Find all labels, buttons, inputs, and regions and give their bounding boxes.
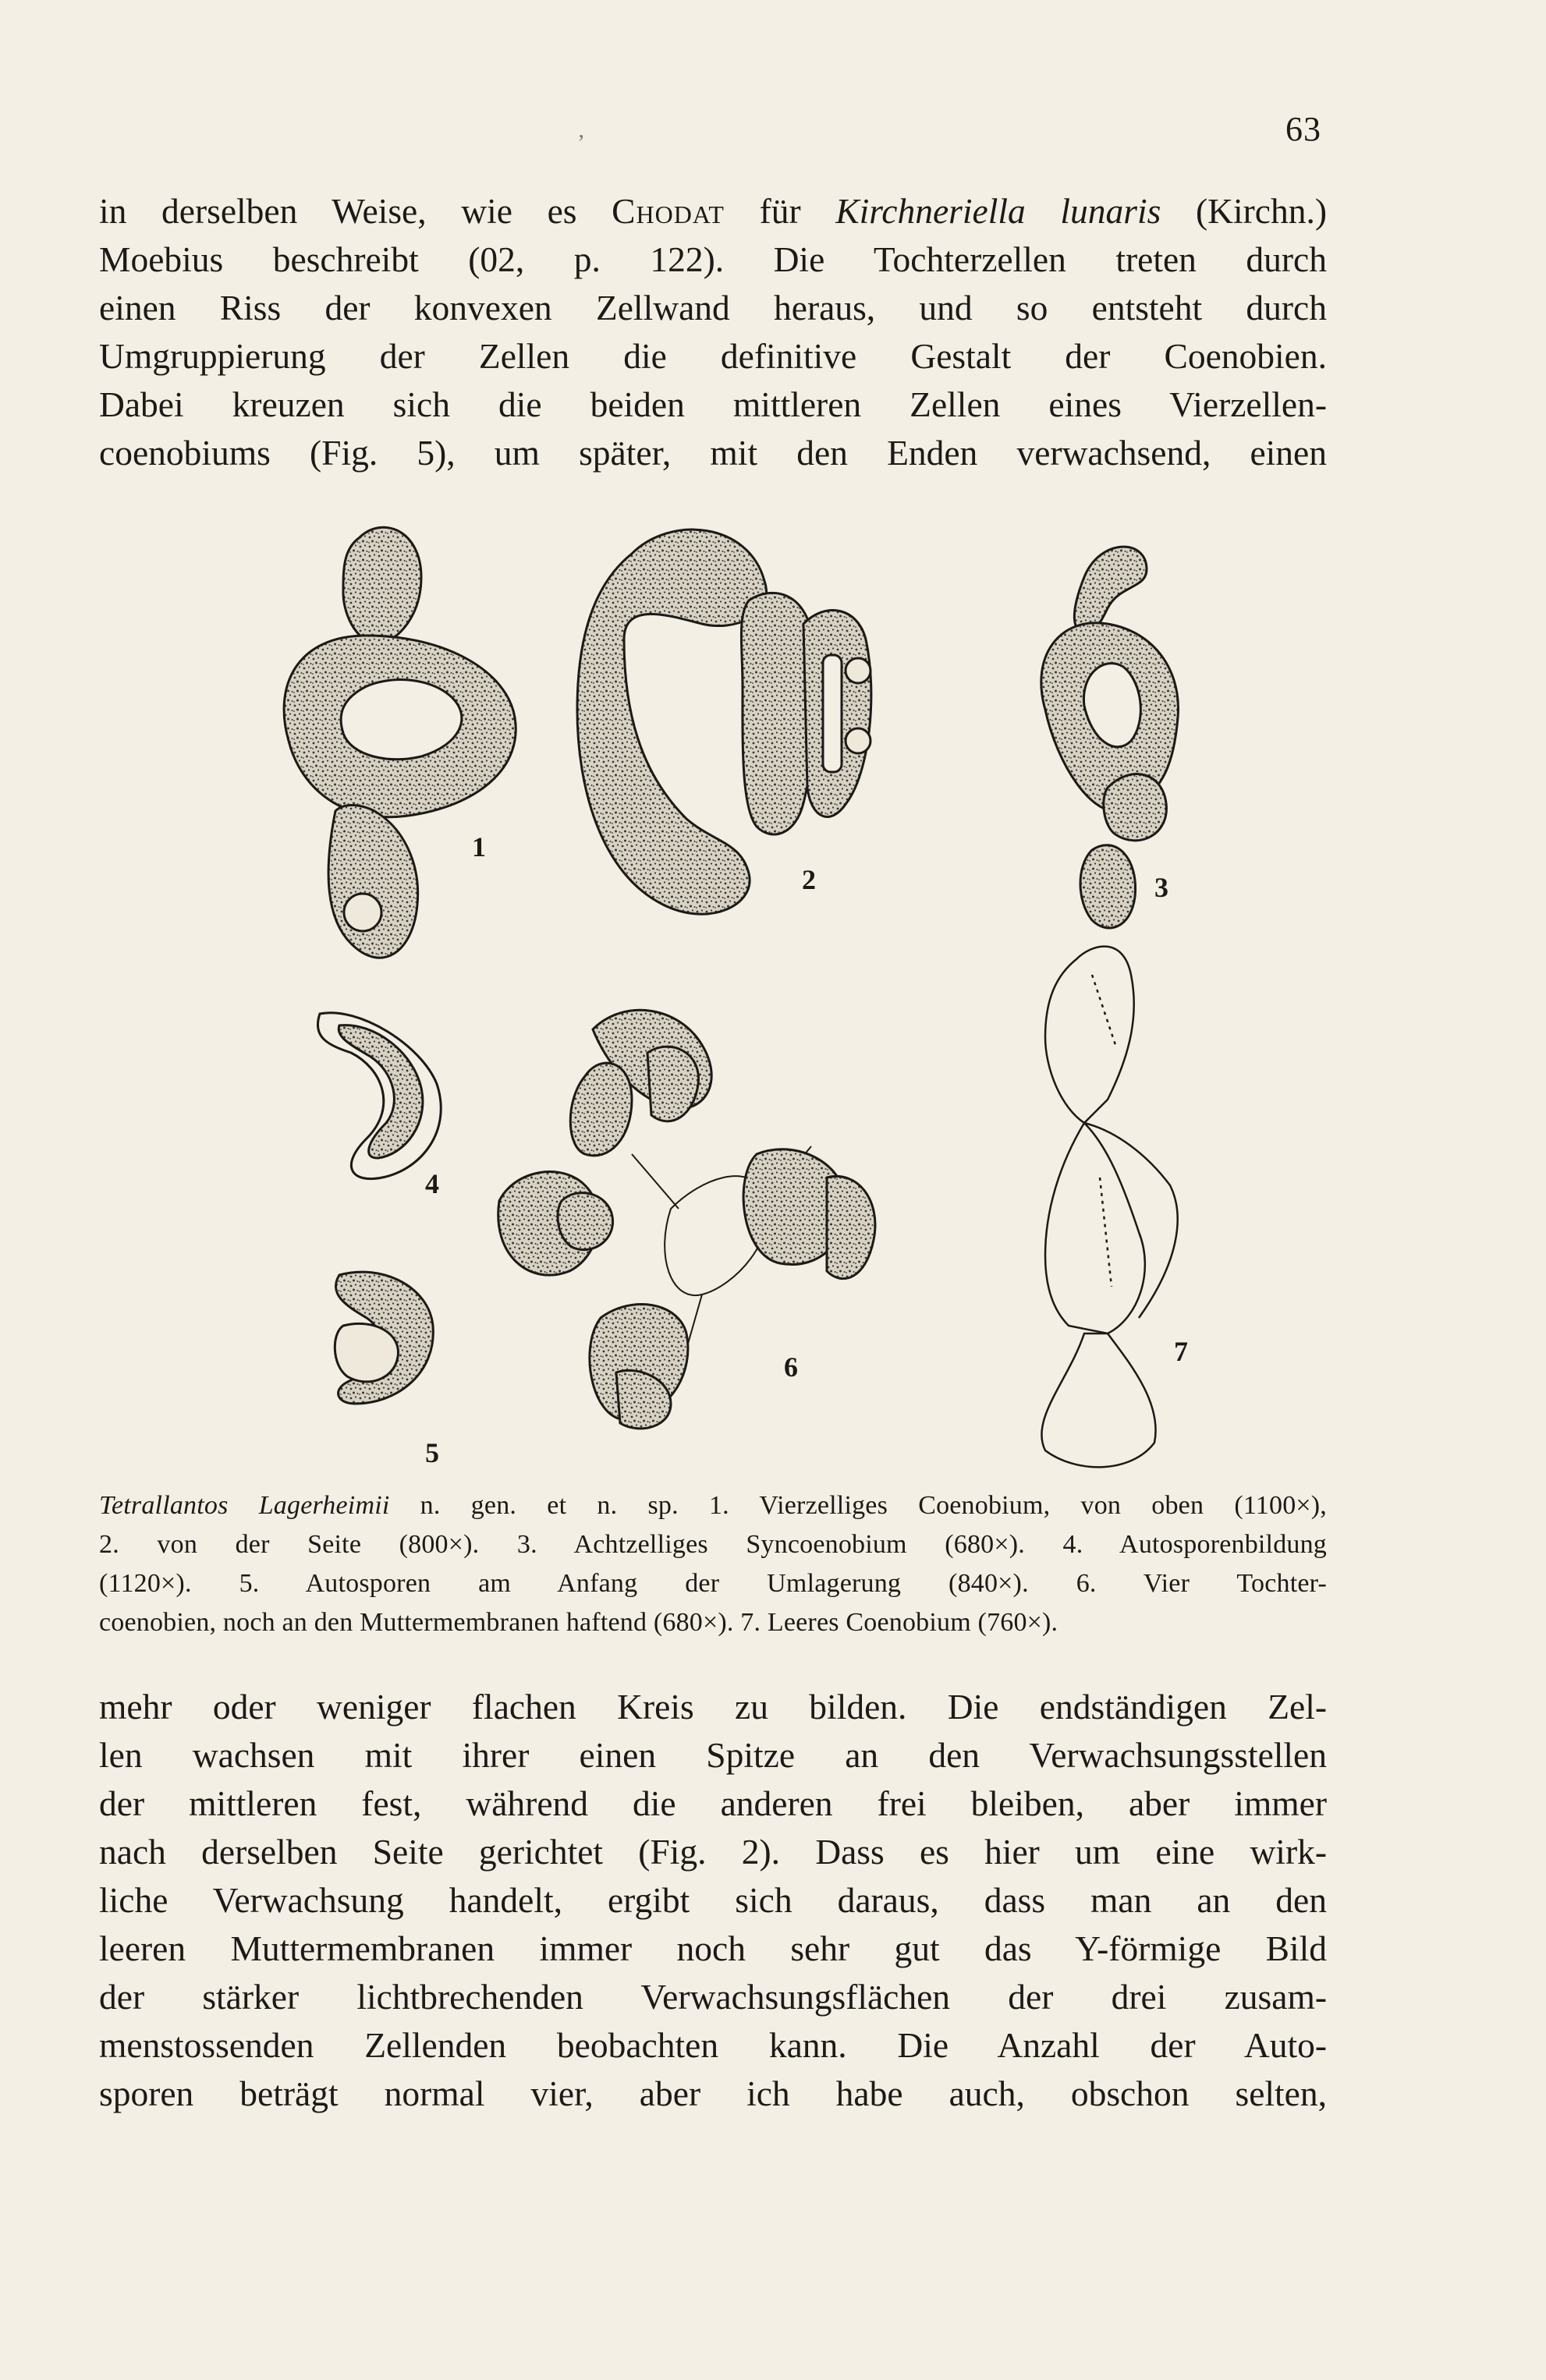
caption-line — [99, 1486, 1327, 1525]
page-number: 63 — [1285, 110, 1321, 148]
text-line: Dabei kreuzen sich die beiden mittleren Zellen eines Vierzellen- — [99, 384, 1327, 424]
text-line — [99, 187, 1327, 236]
figure-caption — [99, 1486, 1327, 1642]
figure-label-2: 2 — [802, 864, 816, 895]
species-name: Kirchneriella lunaris — [835, 191, 1161, 231]
text-line: Umgruppierung der Zellen die definitive Gestalt der Coenobien. — [99, 336, 1327, 376]
figure-2-drawing — [577, 529, 871, 914]
figure-6-drawing — [498, 1010, 875, 1429]
caption-line: 2. von der Seite (800×). 3. Achtzelliges Syncoenobium (680×). 4. Autosporenbildung — [99, 1530, 1327, 1559]
text-line: nach derselben Seite gerichtet (Fig. 2). Dass es hier um eine wirk- — [99, 1832, 1327, 1872]
stray-mark: ‚ — [577, 117, 585, 143]
caption-text: n. gen. et n. sp. 1. Vierzelliges Coenobium, von oben (1100×), — [389, 1491, 1327, 1520]
text-run: in derselben Weise, wie es — [99, 191, 612, 231]
text-line: len wachsen mit ihrer einen Spitze an den Verwachsungsstellen — [99, 1735, 1327, 1775]
figure-label-5: 5 — [425, 1437, 439, 1468]
text-line: der stärker lichtbrechenden Verwachsungsflächen der drei zusam- — [99, 1977, 1327, 2017]
text-line: mehr oder weniger flachen Kreis zu bilden. Die endständigen Zel- — [99, 1687, 1327, 1727]
text-line: einen Riss der konvexen Zellwand heraus, und so entsteht durch — [99, 288, 1327, 328]
text-line: coenobiums (Fig. 5), um später, mit den Enden verwachsend, einen — [99, 433, 1327, 473]
figure-3-drawing — [1041, 547, 1179, 928]
text-line: der mittleren fest, während die anderen frei bleiben, aber immer — [99, 1783, 1327, 1823]
caption-line: (1120×). 5. Autosporen am Anfang der Umlagerung (840×). 6. Vier Tochter- — [99, 1569, 1327, 1598]
text-run: (Kirchn.) — [1161, 191, 1327, 231]
figure-4-drawing — [317, 1013, 441, 1179]
paragraph-top — [99, 187, 1327, 477]
text-line: menstossenden Zellenden beobachten kann. Die Anzahl der Auto- — [99, 2025, 1327, 2065]
caption-species: Tetrallantos Lagerheimii — [99, 1491, 390, 1520]
caption-line: coenobien, noch an den Muttermembranen haftend (680×). 7. Leeres Coenobium (760×). — [99, 1608, 1058, 1637]
figure-7-drawing — [1041, 947, 1177, 1468]
figure-label-3: 3 — [1154, 872, 1168, 903]
text-line: liche Verwachsung handelt, ergibt sich daraus, dass man an den — [99, 1880, 1327, 1920]
author-name: Chodat — [612, 191, 725, 231]
figure-1-drawing — [284, 527, 516, 958]
text-line: leeren Muttermembranen immer noch sehr gut das Y-förmige Bild — [99, 1928, 1327, 1968]
figure-label-1: 1 — [472, 831, 486, 862]
text-line: Moebius beschreibt (02, p. 122). Die Tochterzellen treten durch — [99, 239, 1327, 279]
figure-label-4: 4 — [425, 1168, 439, 1199]
figure-label-6: 6 — [784, 1351, 798, 1383]
figure-label-7: 7 — [1174, 1336, 1188, 1367]
figure-5-drawing — [335, 1272, 433, 1404]
figure-plate — [265, 507, 1326, 1474]
text-line: sporen beträgt normal vier, aber ich habe auch, obschon selten, — [99, 2074, 1327, 2113]
text-run: für — [724, 191, 836, 231]
figure-drawing — [265, 507, 1326, 1474]
paragraph-bottom — [99, 1683, 1327, 2118]
